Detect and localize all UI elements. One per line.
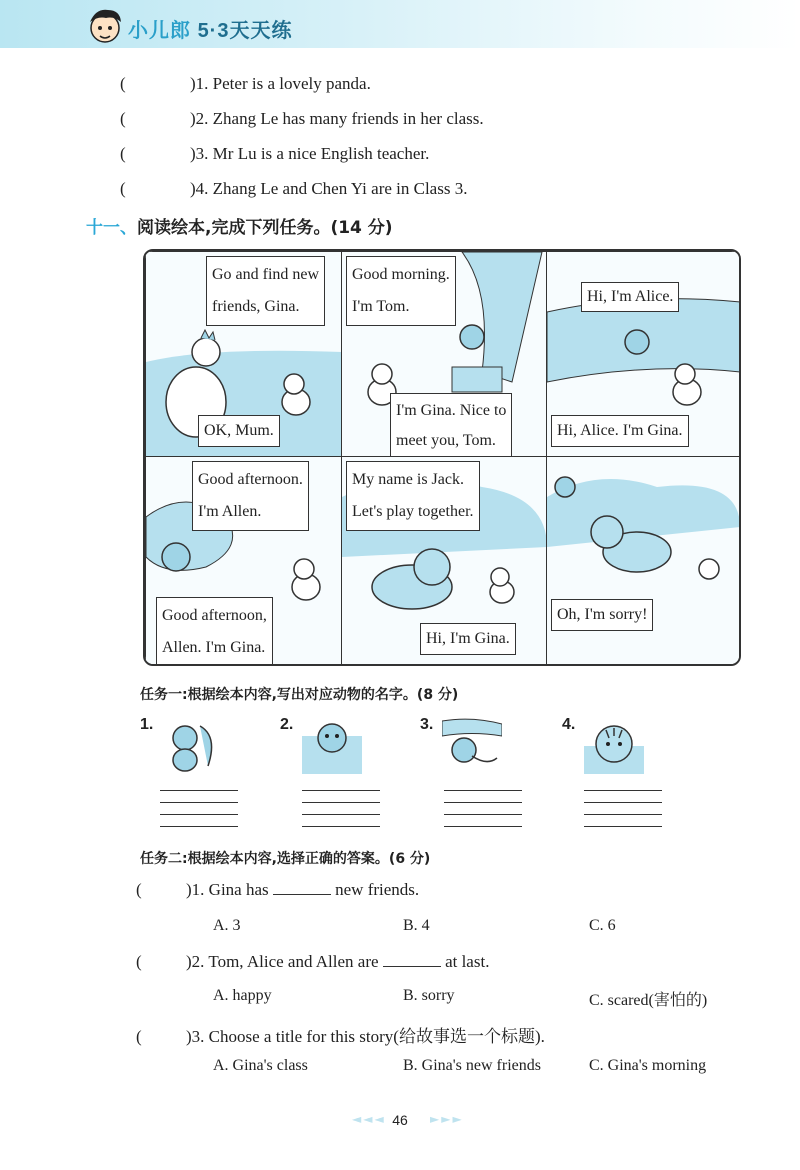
brand-name: 小儿郎 [128, 20, 191, 42]
bubble-line: Oh, I'm sorry! [557, 606, 648, 623]
answer-line[interactable] [444, 790, 522, 791]
answer-line[interactable] [302, 802, 380, 803]
paren-open: ( [120, 109, 126, 128]
q-num: )1. [190, 74, 209, 93]
bubble-line: I'm Tom. [352, 298, 410, 315]
q-text: Choose a title for this story(给故事选一个标题). [208, 1027, 545, 1046]
speech-bubble [156, 597, 273, 666]
q-num: )3. [186, 1027, 205, 1046]
left-arrows-icon: ◄◄◄ [352, 1112, 386, 1126]
bubble-line: Let's play together. [352, 503, 474, 520]
tf-question-2 [120, 109, 484, 129]
q-text: Tom, Alice and Allen are [208, 952, 379, 971]
speech-bubble [420, 623, 516, 655]
paren-open: ( [136, 952, 142, 971]
bubble-line: Hi, Alice. I'm Gina. [557, 422, 683, 439]
q-num: )2. [190, 109, 209, 128]
task2-question-3 [136, 1022, 545, 1047]
bubble-line: Go and find new [212, 266, 320, 283]
task2-question-2 [136, 952, 489, 972]
speech-bubble [551, 415, 689, 447]
answer-paren[interactable] [120, 179, 190, 199]
bubble-line: Hi, I'm Gina. [426, 630, 510, 647]
q-text: Mr Lu is a nice English teacher. [212, 144, 430, 163]
option-b: B. Gina's new friends [403, 1057, 541, 1074]
q-text: new friends. [335, 880, 420, 899]
option-a: A. Gina's class [213, 1057, 308, 1074]
answer-line[interactable] [444, 826, 522, 827]
tiger-icon [584, 716, 644, 774]
paren-open: ( [120, 74, 126, 93]
fill-blank[interactable] [383, 952, 441, 967]
comic-panel-6 [546, 456, 741, 666]
q-text: Gina has [208, 880, 269, 899]
answer-line[interactable] [302, 826, 380, 827]
tf-question-3 [120, 144, 429, 164]
answer-line[interactable] [302, 814, 380, 815]
answer-line[interactable] [444, 814, 522, 815]
answer-paren[interactable] [120, 144, 190, 164]
bubble-line: My name is Jack. [352, 471, 464, 488]
bubble-line: I'm Allen. [198, 503, 262, 520]
speech-bubble [198, 415, 280, 447]
bubble-line: meet you, Tom. [396, 432, 496, 449]
task1-item-3: 3. [420, 716, 434, 733]
answer-line[interactable] [160, 790, 238, 791]
bubble-line: I'm Gina. Nice to [396, 402, 507, 419]
answer-paren[interactable] [136, 1027, 186, 1047]
task2-title: 任务二:根据绘本内容,选择正确的答案。(6 分) [140, 851, 431, 867]
answer-line[interactable] [444, 802, 522, 803]
tf-question-4 [120, 179, 467, 199]
task1-item-2: 2. [280, 716, 294, 733]
task2-question-1 [136, 880, 419, 900]
answer-line[interactable] [160, 826, 238, 827]
speech-bubble [551, 599, 653, 631]
option-a: A. 3 [213, 917, 241, 934]
comic-panel-5 [341, 456, 548, 666]
section-title [86, 213, 393, 238]
series-name: 5·3天天练 [197, 20, 293, 42]
fish-icon [302, 716, 362, 774]
bubble-line: Allen. I'm Gina. [162, 639, 266, 656]
answer-line[interactable] [584, 826, 662, 827]
bubble-line: OK, Mum. [204, 422, 274, 439]
q-num: )2. [186, 952, 205, 971]
answer-line[interactable] [584, 790, 662, 791]
q-text: Zhang Le has many friends in her class. [212, 109, 484, 128]
q-text: at last. [445, 952, 490, 971]
bubble-line: Good afternoon. [198, 471, 303, 488]
answer-paren[interactable] [120, 109, 190, 129]
right-arrows-icon: ►►► [430, 1112, 464, 1126]
speech-bubble [346, 256, 456, 326]
answer-line[interactable] [584, 802, 662, 803]
answer-paren[interactable] [136, 880, 186, 900]
bubble-line: Hi, I'm Alice. [587, 288, 674, 305]
boy-mascot-icon [86, 6, 124, 46]
comic-panel-3 [546, 251, 741, 458]
bubble-line: friends, Gina. [212, 298, 300, 315]
speech-bubble [346, 461, 480, 531]
paren-open: ( [120, 144, 126, 163]
answer-line[interactable] [160, 814, 238, 815]
task1-title: 任务一:根据绘本内容,写出对应动物的名字。(8 分) [140, 687, 459, 703]
task1-item-1: 1. [140, 716, 154, 733]
paren-open: ( [136, 880, 142, 899]
option-b: B. 4 [403, 917, 430, 934]
q-text: Zhang Le and Chen Yi are in Class 3. [212, 179, 468, 198]
answer-paren[interactable] [136, 952, 186, 972]
section-text: 阅读绘本,完成下列任务。(14 分) [137, 218, 393, 238]
answer-paren[interactable] [120, 74, 190, 94]
paren-open: ( [120, 179, 126, 198]
answer-line[interactable] [160, 802, 238, 803]
series-title [128, 14, 292, 43]
speech-bubble [206, 256, 325, 326]
comic-panel-2 [341, 251, 548, 458]
q-num: )4. [190, 179, 209, 198]
option-a: A. happy [213, 987, 272, 1004]
page-number: 46 [392, 1112, 408, 1128]
comic-panel-1 [145, 251, 343, 458]
section-number: 十一、 [86, 218, 137, 238]
answer-line[interactable] [302, 790, 380, 791]
comic-panel-4 [145, 456, 343, 666]
comic-strip [143, 249, 741, 666]
option-b: B. sorry [403, 987, 455, 1004]
tf-question-1 [120, 74, 371, 94]
q-num: )3. [190, 144, 209, 163]
fill-blank[interactable] [273, 880, 331, 895]
option-c: C. 6 [589, 917, 616, 934]
speech-bubble [581, 282, 679, 312]
speech-bubble [390, 393, 512, 458]
speech-bubble [192, 461, 309, 531]
q-text: Peter is a lovely panda. [212, 74, 371, 93]
animals-running-scene-icon [547, 457, 740, 665]
bubble-line: Good afternoon, [162, 607, 267, 624]
paren-open: ( [136, 1027, 142, 1046]
squirrel-icon [160, 716, 220, 774]
task1-item-4: 4. [562, 716, 576, 733]
bubble-line: Good morning. [352, 266, 450, 283]
q-num: )1. [186, 880, 205, 899]
option-c: C. scared(害怕的) [589, 992, 708, 1009]
monkey-icon [442, 716, 502, 774]
option-c: C. Gina's morning [589, 1057, 707, 1074]
answer-line[interactable] [584, 814, 662, 815]
